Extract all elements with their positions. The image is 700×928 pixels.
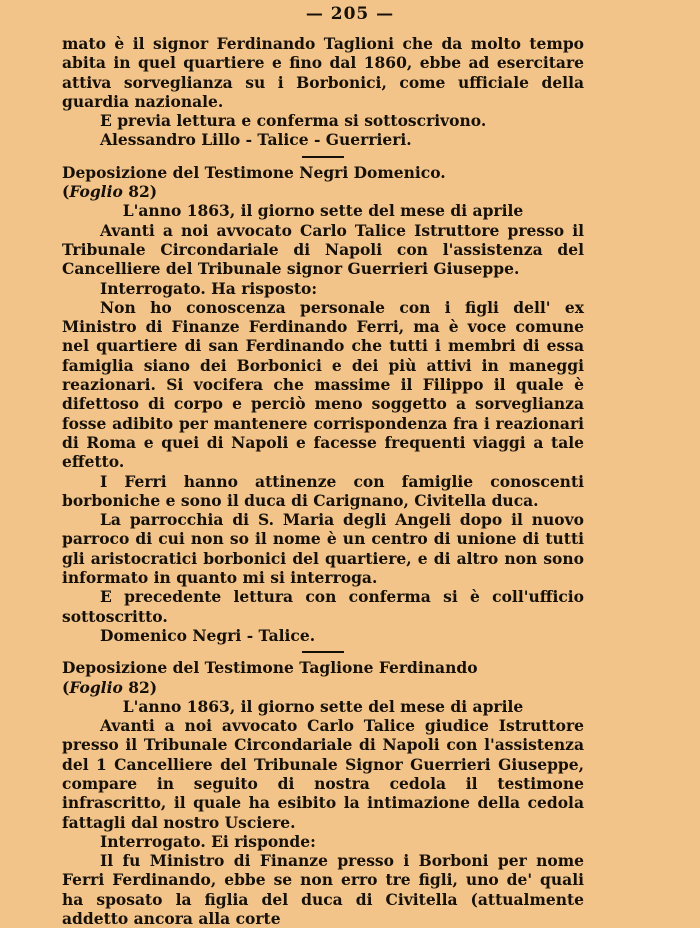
paragraph: E precedente lettura con conferma si è coll'ufficio sottoscritto.	[62, 587, 584, 626]
foglio-word: Foglio	[69, 182, 123, 202]
paragraph: mato è il signor Ferdinando Taglioni che da molto tempo abita in quel quartiere e fino dal 1860, ebbe ad esercitare attiva sorveglianza su i Borbonici, come ufficiale della guardia nazionale.	[62, 34, 584, 111]
paragraph: I Ferri hanno attinenze con famiglie conoscenti borboniche e sono il duca di Carignano, Civitella duca.	[62, 471, 584, 510]
paragraph: Avanti a noi avvocato Carlo Talice Istruttore presso il Tribunale Circondariale di Napoli con l'assistenza del Cancelliere del Tribunale signor Guerrieri Giuseppe.	[62, 220, 584, 279]
paragraph: E previa lettura e conferma si sottoscrivono.	[100, 111, 487, 131]
section-divider	[302, 156, 344, 158]
text-column	[62, 34, 584, 928]
section-divider	[302, 651, 344, 653]
paragraph: La parrocchia di S. Maria degli Angeli dopo il nuovo parroco di cui non so il nome è un centro di unione di tutti gli aristocratici borbonici del quartiere, e di altro non sono informato in quanto mi si interroga.	[62, 510, 584, 588]
date-line: L'anno 1863, il giorno sette del mese di aprile	[122, 696, 524, 716]
paragraph: Avanti a noi avvocato Carlo Talice giudice Istruttore presso il Tribunale Circondariale di Napoli con l'assistenza del 1 Cancelliere del Tribunale Signor Guerrieri Giuseppe, compare in seguito di nostra cedola il testimone infrascritto, il quale ha esibito la intimazione della cedola fattagli dal nostro Usciere.	[62, 716, 584, 832]
page-number: — 205 —	[305, 4, 395, 24]
paragraph: Interrogato. Ha risposto:	[100, 278, 318, 298]
date-line: L'anno 1863, il giorno sette del mese di aprile	[122, 201, 524, 221]
paragraph: Interrogato. Ei risponde:	[100, 831, 316, 851]
paragraph: Domenico Negri - Talice.	[100, 625, 316, 645]
paragraph: Il fu Ministro di Finanze presso i Borboni per nome Ferri Ferdinando, ebbe se non erro tre figli, uno de' quali ha sposato la figlia del duca di Civitella (attualmente addetto ancora alla corte	[62, 851, 584, 928]
foglio-number: 82)	[128, 182, 158, 202]
foglio-reference: (Foglio 82)	[62, 677, 158, 697]
deposition-heading: Deposizione del Testimone Negri Domenico.	[62, 162, 446, 182]
paragraph: Alessandro Lillo - Talice - Guerrieri.	[100, 130, 412, 150]
paragraph: Non ho conoscenza personale con i figli dell' ex Ministro di Finanze Ferdinando Ferri, ma è voce comune nel quartiere di san Ferdinando che tutti i membri di essa famiglia siano dei Borbonici e dei più attivi in maneggi reazionari. Si vocifera che massime il Filippo il quale è difettoso di corpo e perciò meno soggetto a sorveglianza fosse adibito per mantenere corrispondenza fra i reazionari di Roma e quei di Napoli e facesse frequenti viaggi a tale effetto.	[62, 297, 584, 472]
deposition-heading: Deposizione del Testimone Taglione Ferdinando	[62, 658, 478, 678]
foglio-word: Foglio	[69, 677, 123, 697]
foglio-reference: (Foglio 82)	[62, 182, 158, 202]
foglio-number: 82)	[128, 677, 158, 697]
